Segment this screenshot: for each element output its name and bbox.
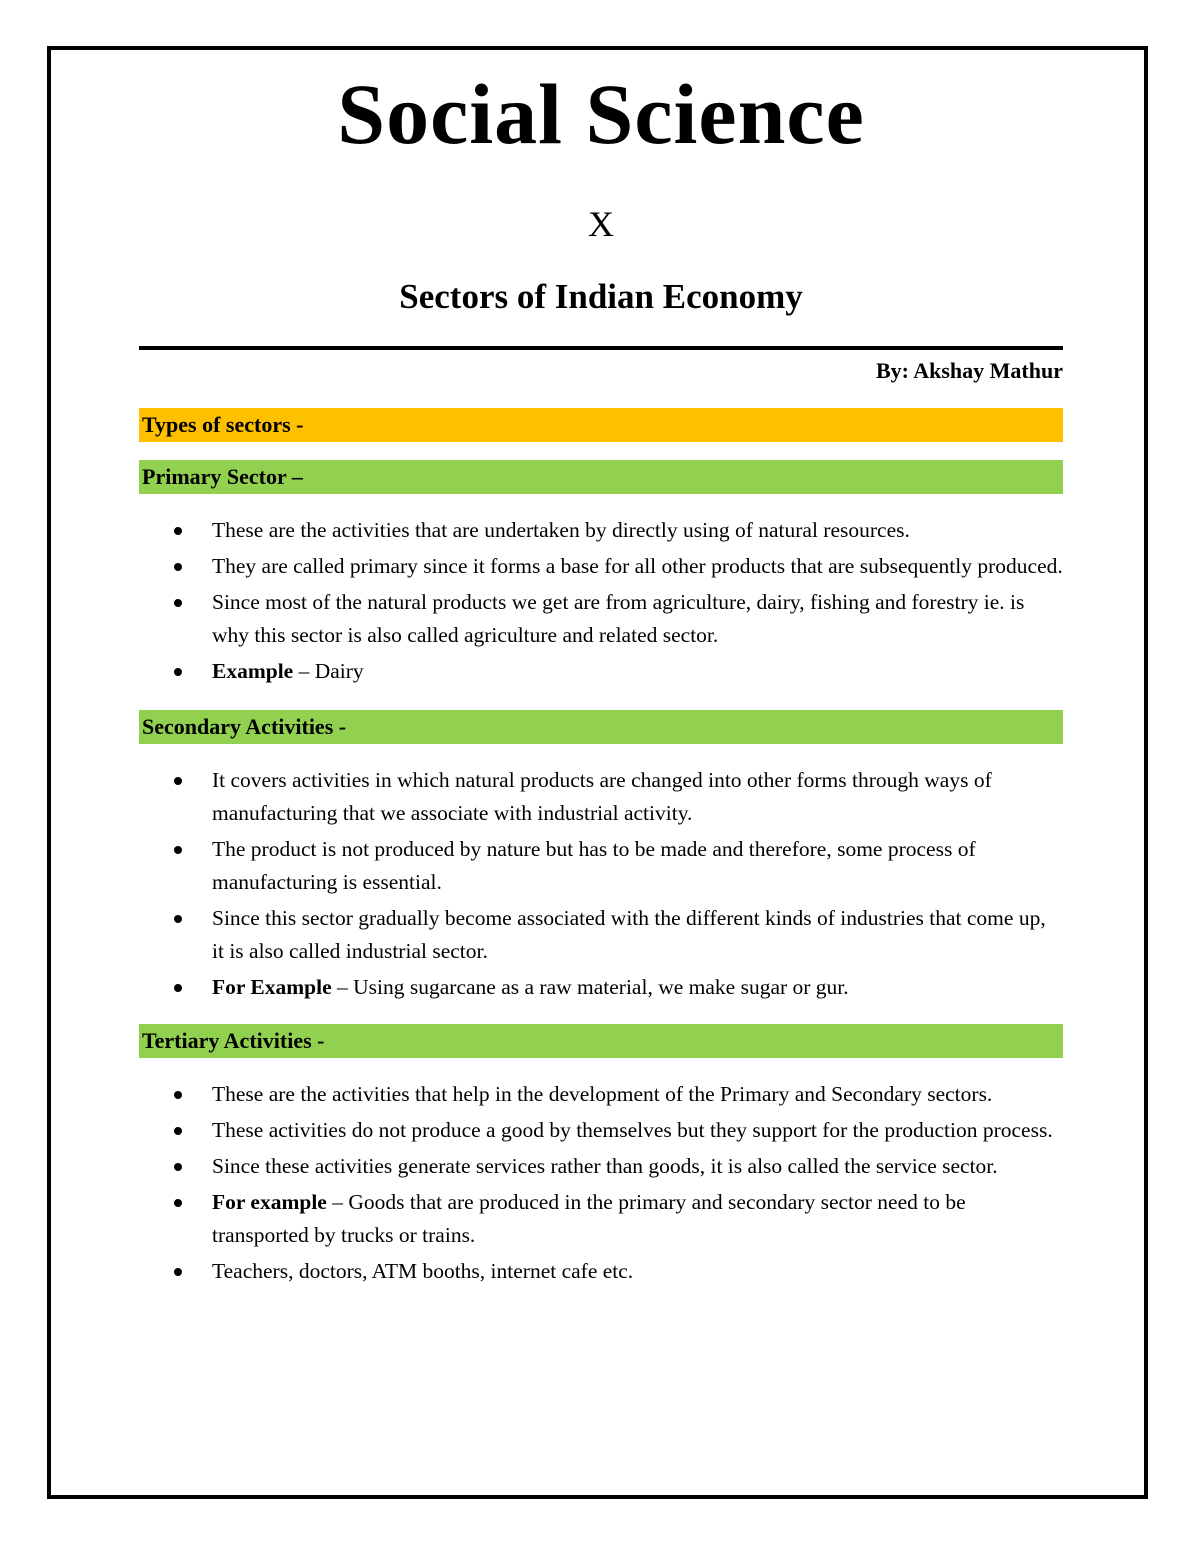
- author-line: By: Akshay Mathur: [875, 358, 1063, 383]
- bullet-icon: [174, 777, 182, 785]
- bullet-icon: [174, 1268, 182, 1276]
- list-item: Since most of the natural products we get are from agriculture, dairy, fishing and forestry ie. is why this sector is also called agriculture and related sector.: [139, 586, 1063, 652]
- bullet-icon: [174, 1127, 182, 1135]
- bullet-icon: [174, 846, 182, 854]
- list-item: They are called primary since it forms a base for all other products that are subsequently produced.: [139, 550, 1063, 583]
- list-item: These are the activities that are undertaken by directly using of natural resources.: [139, 514, 1063, 547]
- document-title: Social Science: [337, 66, 865, 162]
- class-label: X: [588, 204, 614, 244]
- tertiary-activities-heading: Tertiary Activities -: [139, 1024, 1063, 1058]
- bullet-icon: [174, 1163, 182, 1171]
- list-item: These are the activities that help in the development of the Primary and Secondary sectors.: [139, 1078, 1063, 1111]
- list-item: It covers activities in which natural products are changed into other forms through ways of manufacturing that we associate with industrial activity.: [139, 764, 1063, 830]
- bullet-icon: [174, 563, 182, 571]
- bullet-icon: [174, 668, 182, 676]
- title-divider: [139, 346, 1063, 350]
- bullet-icon: [174, 599, 182, 607]
- primary-sector-heading: Primary Sector –: [139, 460, 1063, 494]
- list-item: Example – Dairy: [139, 655, 1063, 688]
- bullet-icon: [174, 1091, 182, 1099]
- bullet-icon: [174, 1199, 182, 1207]
- list-item: For Example – Using sugarcane as a raw material, we make sugar or gur.: [139, 971, 1063, 1004]
- bullet-icon: [174, 984, 182, 992]
- primary-sector-list: [139, 514, 1063, 688]
- list-item: For example – Goods that are produced in the primary and secondary sector need to be transported by trucks or trains.: [139, 1186, 1063, 1252]
- list-item: Since these activities generate services rather than goods, it is also called the service sector.: [139, 1150, 1063, 1183]
- bullet-icon: [174, 915, 182, 923]
- document-content: [139, 60, 1063, 1291]
- list-item: Since this sector gradually become associated with the different kinds of industries that come up, it is also called industrial sector.: [139, 902, 1063, 968]
- list-item: The product is not produced by nature but has to be made and therefore, some process of manufacturing is essential.: [139, 833, 1063, 899]
- secondary-activities-heading: Secondary Activities -: [139, 710, 1063, 744]
- bullet-icon: [174, 527, 182, 535]
- list-item: Teachers, doctors, ATM booths, internet cafe etc.: [139, 1255, 1063, 1288]
- list-item: These activities do not produce a good by themselves but they support for the production process.: [139, 1114, 1063, 1147]
- secondary-activities-list: [139, 764, 1063, 1004]
- tertiary-activities-list: [139, 1078, 1063, 1288]
- types-of-sectors-heading: Types of sectors -: [139, 408, 1063, 442]
- chapter-title: Sectors of Indian Economy: [399, 277, 803, 316]
